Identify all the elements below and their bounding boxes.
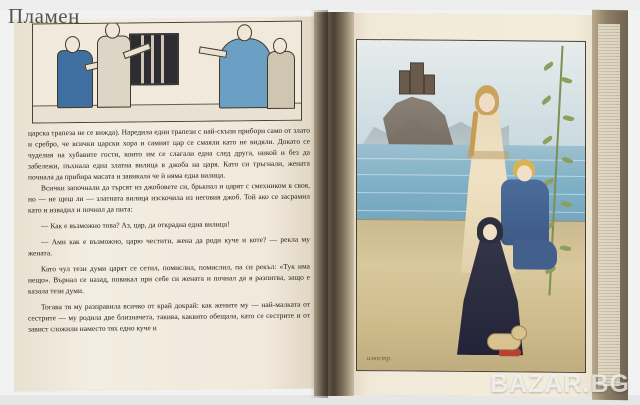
plate-figure-cloaked-woman: [443, 217, 535, 368]
book-page-edges: [598, 24, 620, 386]
left-page-text-column: [28, 125, 310, 335]
right-page: [344, 13, 606, 397]
watermark-bottom-right: BAZAR.BG: [490, 370, 630, 398]
watermark-top-left: Пламен: [8, 4, 80, 28]
paragraph: Тогава тя му разправила всичко от край докрай: как жените му — най-малката от сестрите — му родила две близначета, такива, каквито обещала, като се сестрите и от завист сложили наместо тях едно куче и: [28, 299, 310, 334]
vignette-figure-standing-man: [95, 21, 141, 107]
plate-castle: [399, 64, 433, 94]
left-page: [14, 16, 336, 391]
paragraph: Всички започнали да търсят из джобовете си, брькнал и царят с смехником в своя, но — не щеш ли — златната вилица изскочила из неговия джоб. Той ако се засрамил като и извадил и почнал да пита:: [28, 180, 310, 215]
right-page-paper: [344, 13, 606, 397]
plate-signature: илюстр.: [367, 354, 392, 363]
open-book: [14, 8, 626, 398]
left-page-vignette-illustration: [32, 21, 302, 124]
left-page-paper: [14, 16, 336, 391]
vignette-figure-attendant: [265, 36, 299, 106]
right-page-color-plate: [356, 39, 586, 373]
plate-figure-dog: [487, 325, 525, 355]
paragraph: Като чул тези думи царят се сетил, помислил, помислил, па си рекъл: «Тук има нещо». Върнал се назад, повикал при себе си жената и почнал да я разпитва, защо е казала тези думи.: [28, 261, 310, 296]
paragraph: царска трапеза не се вижда). Наредила едни трапези с най-скъпи прибори само от злато и сребро, че всички царски хора и самият цар се смаяли като не видяли. Докато се чуделия на хубавите гости, които им се слагали една след друга, никой и без да забележи, пъхнала една златна вилица в джоба на царя. Като си тръгнали, жената почнала да прибира масата и завикала че ѝ няма една вилица.: [28, 125, 310, 182]
paragraph: — Ами как е възможно, царю честити, жена да роди куче и коте? — рекла му жената.: [28, 234, 310, 258]
paragraph: — Как е възможно това? Аз, цар, да открадна една вилица!: [41, 219, 230, 231]
gutter-shadow: [310, 10, 328, 398]
